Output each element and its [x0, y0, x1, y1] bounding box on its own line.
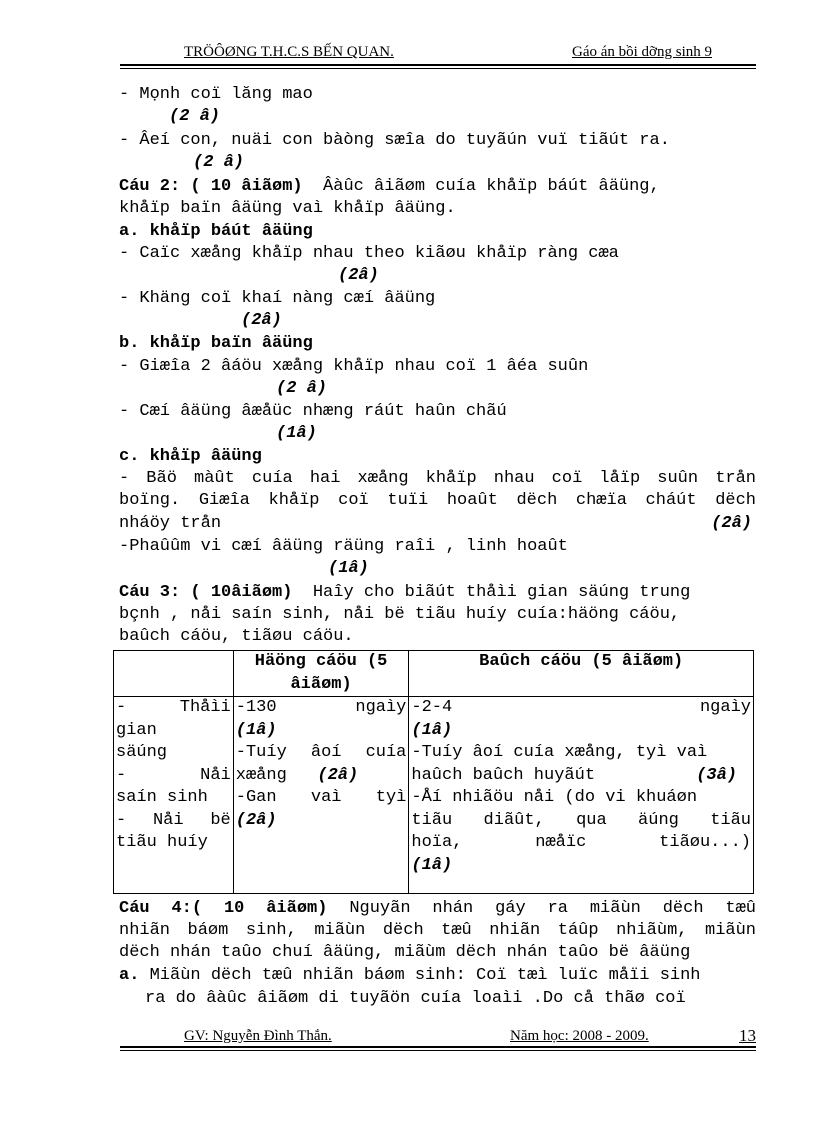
table-cell-white-cells: -2-4 ngaìy (1â) -Tuíy âoí cuía xæång, tyì vaì haûch baûch huyãút (3â) -Åí nhiãöu nåi (do vi khuáøn tiãu diãût, qua äúng tiãu hoïa, næåïc tiãøu...) (1â): [409, 697, 754, 894]
header-rule: [120, 64, 756, 66]
question-2-heading: Cáu 2: ( 10 âiãøm) Âàûc âiãøm cuía khåïp báút âäüng,: [119, 177, 660, 196]
section-heading: b. khåïp baïn âäüng: [119, 334, 313, 353]
footer-rule-thin: [120, 1050, 756, 1051]
header-title: Gáo án bồi dỡng sinh 9: [571, 44, 712, 60]
table-header-red-cells: Häöng cáöu (5 âiãøm): [233, 651, 409, 697]
footer-rule: [120, 1046, 756, 1048]
page-number: 13: [739, 1026, 756, 1045]
text-line: dëch nhán taûo chuí âäüng, miãùm dëch nhán taûo bë âäüng: [119, 943, 691, 962]
table-cell-criteria: - Thåìi gian säúng - Nåi saín sinh - Nåi bë tiãu huíy: [114, 697, 234, 894]
section-heading: c. khåïp âäüng: [119, 447, 262, 466]
text-line: boïng. Giæîa khåïp coï tuïi hoaût dëch chæïa cháút dëch: [119, 491, 756, 510]
question-4-heading: Cáu 4:( 10 âiãøm) Nguyãn nhán gáy ra miãùn dëch tæû: [119, 899, 757, 918]
text-line: - Âeí con, nuäi con bàòng sæîa do tuyãún vuï tiãút ra.: [119, 131, 670, 150]
score-note: (2â): [241, 311, 282, 330]
score-note: (1â): [276, 424, 317, 443]
score-note: (2 â): [193, 153, 245, 172]
footer-teacher: GV: Nguyễn Đình Thắn.: [184, 1028, 332, 1044]
table-header-white-cells: Baûch cáöu (5 âiãøm): [409, 651, 754, 697]
table-header-row: [114, 651, 754, 697]
text-line: nhiãn báøm sinh, miãùn dëch tæû nhiãn táûp nhiãùm, miãùn: [119, 921, 756, 940]
text-line: baûch cáöu, tiãøu cáöu.: [119, 627, 354, 646]
text-line: - Giæîa 2 âáöu xæång khåïp nhau coï 1 âéa suûn: [119, 357, 589, 376]
blood-cell-table: [113, 650, 754, 894]
table-cell-red-cells: -130 ngaìy (1â) -Tuíy âoí cuía xæång (2â) -Gan vaì tyì (2â): [233, 697, 409, 894]
text-line: khåïp baïn âäüng vaì khåïp âäüng.: [119, 199, 456, 218]
table-header-empty: [114, 651, 234, 697]
text-line: -Phaûûm vi cæí âäüng räüng raîi , linh hoaût: [119, 537, 568, 556]
score-note: (2 â): [276, 379, 328, 398]
text-line: ra do âàûc âiãøm di tuyãön cuía loaìi .Do cå thãø coï: [145, 989, 686, 1008]
text-line: - Mọnh coï lăng mao: [119, 85, 313, 104]
table-row: [114, 697, 754, 894]
score-note: (1â): [328, 559, 369, 578]
score-note: (2â): [338, 266, 379, 285]
page-header: [120, 44, 756, 64]
header-school: TRÖÔØNG T.H.C.S BẾN QUAN.: [184, 44, 394, 60]
text-line: - Khäng coï khaí nàng cæí âäüng: [119, 289, 436, 308]
text-line: - Caïc xæång khåïp nhau theo kiãøu khåïp ràng cæa: [119, 244, 619, 263]
footer-year: Năm học: 2008 - 2009.: [510, 1028, 649, 1044]
text-line: nháöy trån (2â): [119, 514, 752, 533]
score-note: (2 â): [169, 107, 221, 126]
text-line: a. Miãùn dëch tæû nhiãn báøm sinh: Coï tæì luïc måïi sinh: [119, 966, 701, 985]
page-footer: [120, 1028, 756, 1048]
text-line: bçnh , nåi saín sinh, nåi bë tiãu huíy cuía:häöng cáöu,: [119, 605, 681, 624]
text-line: - Cæí âäüng âæåüc nhæng ráút haûn chãú: [119, 402, 507, 421]
header-rule-thin: [120, 68, 756, 69]
text-line: - Bãö màût cuía hai xæång khåïp nhau coï låïp suûn trån: [119, 469, 756, 488]
question-3-heading: Cáu 3: ( 10âiãøm) Haîy cho biãút thåìi gian säúng trung: [119, 583, 691, 602]
section-heading: a. khåïp báút âäüng: [119, 222, 313, 241]
